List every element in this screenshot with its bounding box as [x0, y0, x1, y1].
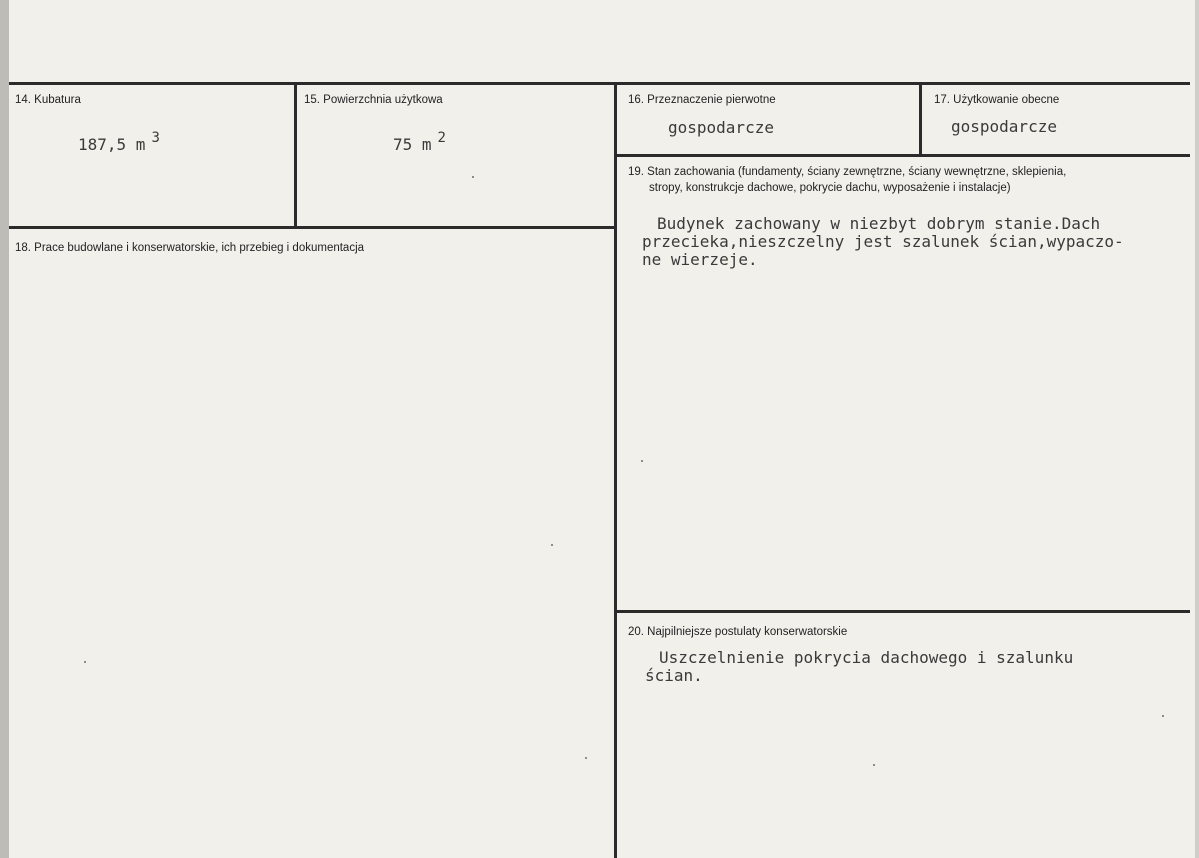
rule-under-16-17 — [616, 154, 1190, 157]
przeznaczenie-value: gospodarcze — [668, 118, 774, 137]
divider-16-17 — [919, 82, 922, 156]
powierzchnia-label: 15. Powierzchnia użytkowa — [304, 94, 443, 106]
prace-label: 18. Prace budowlane i konserwatorskie, ich przebieg i dokumentacja — [15, 242, 365, 254]
paper-speck — [641, 460, 643, 462]
kubatura-number: 187,5 m — [78, 135, 146, 154]
powierzchnia-number: 75 m — [393, 135, 432, 154]
rule-above-20 — [616, 610, 1190, 613]
rule-under-14-15 — [9, 226, 616, 229]
top-rule — [9, 82, 1190, 85]
paper-speck — [585, 757, 587, 759]
uzytkowanie-value: gospodarcze — [951, 117, 1057, 136]
stan-label-line-2: stropy, konstrukcje dachowe, pokrycie dachu, wyposażenie i instalacje) — [649, 182, 1011, 194]
stan-text-line-2: przecieka,nieszczelny jest szalunek ścian,wypaczo- — [642, 232, 1124, 251]
stan-label-line-1: 19. Stan zachowania (fundamenty, ściany zewnętrzne, ściany wewnętrzne, sklepienia, — [628, 166, 1067, 178]
card-right-edge — [1195, 0, 1199, 858]
stan-text-line-3: ne wierzeje. — [642, 250, 758, 269]
paper-speck — [873, 764, 875, 766]
stan-text-line-1: Budynek zachowany w niezbyt dobrym stanie.Dach — [657, 214, 1101, 233]
postulaty-label: 20. Najpilniejsze postulaty konserwatorskie — [628, 626, 848, 638]
uzytkowanie-label: 17. Użytkowanie obecne — [934, 94, 1060, 106]
powierzchnia-exponent: 2 — [437, 130, 446, 146]
przeznaczenie-label: 16. Przeznaczenie pierwotne — [628, 94, 776, 106]
kubatura-label: 14. Kubatura — [15, 94, 81, 106]
card-left-edge — [0, 0, 9, 858]
paper-speck — [84, 661, 86, 663]
postulaty-text-line-1: Uszczelnienie pokrycia dachowego i szalunku — [659, 648, 1074, 667]
kubatura-exponent: 3 — [151, 130, 160, 146]
center-divider — [614, 82, 617, 858]
postulaty-text-line-2: ścian. — [645, 666, 703, 685]
paper-speck — [1162, 715, 1164, 717]
paper-speck — [551, 544, 553, 546]
divider-14-15 — [294, 82, 297, 228]
kubatura-value — [78, 130, 160, 156]
paper-speck — [472, 176, 474, 178]
powierzchnia-value — [393, 130, 446, 156]
